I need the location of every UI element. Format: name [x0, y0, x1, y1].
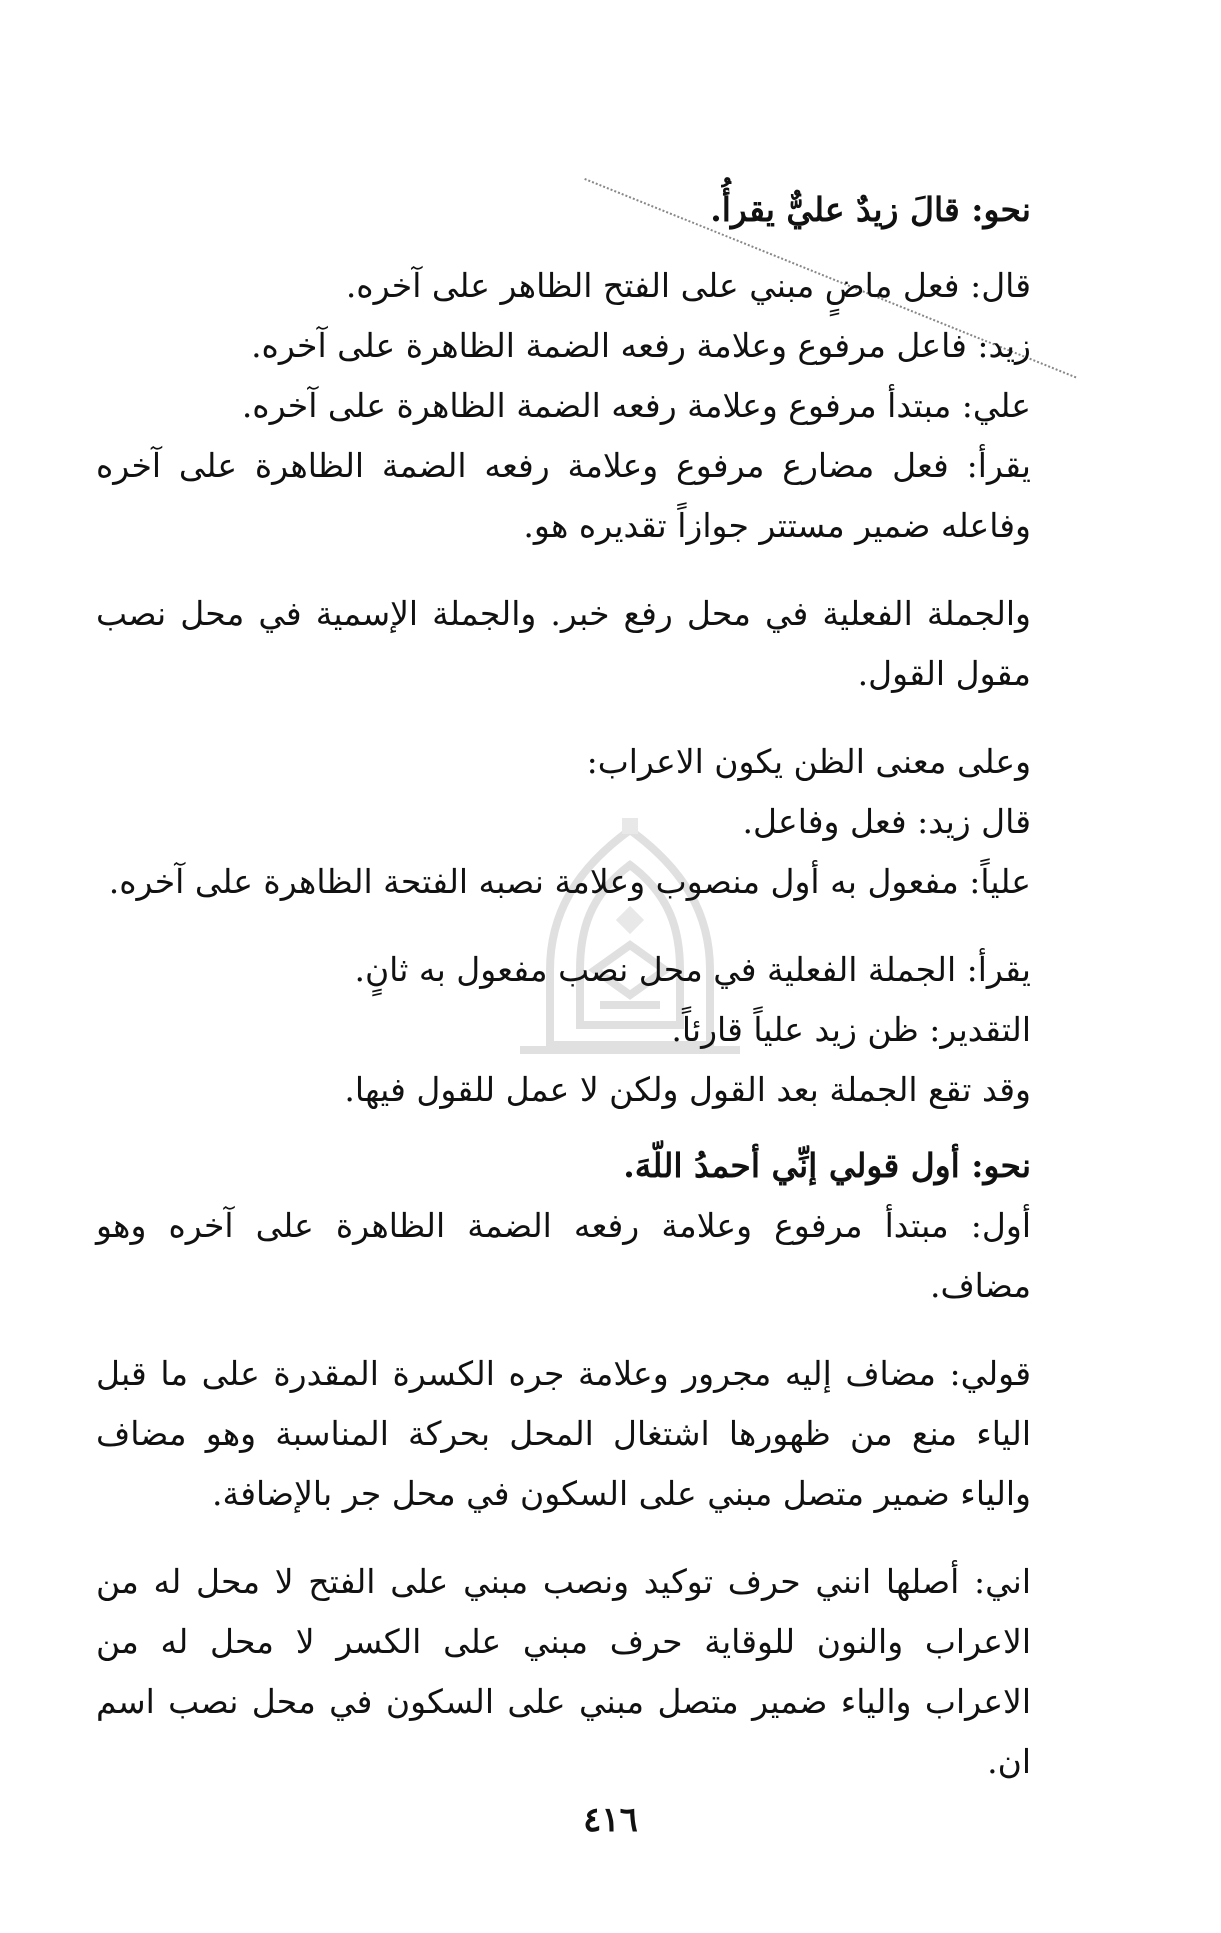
- parse-paragraph: يقرأ: فعل مضارع مرفوع وعلامة رفعه الضمة الظاهرة على آخره وفاعله ضمير مستتر جوازاً تقديره هو.: [96, 446, 1031, 545]
- example-heading: نحو: قالَ زيدٌ عليٌّ يقرأُ.: [710, 190, 1031, 229]
- parse-paragraph: اني: أصلها انني حرف توكيد ونصب مبني على الفتح لا محل له من الاعراب والنون للوقاية حرف مبني على الكسر لا محل له من الاعراب والياء ضمير متصل مبني على السكون في محل نصب اسم ان.: [96, 1562, 1031, 1781]
- parse-line: قال: فعل ماضٍ مبني على الفتح الظاهر على آخره.: [345, 266, 1031, 305]
- section-line: وعلى معنى الظن يكون الاعراب:: [586, 742, 1031, 781]
- parse-line: زيد: فاعل مرفوع وعلامة رفعه الضمة الظاهرة على آخره.: [251, 326, 1031, 365]
- example-heading: نحو: أول قولي إنِّي أحمدُ اللّهَ.: [623, 1146, 1031, 1185]
- parse-paragraph: علياً: مفعول به أول منصوب وعلامة نصبه الفتحة الظاهرة على آخره.: [108, 862, 1031, 901]
- parse-paragraph: قولي: مضاف إليه مجرور وعلامة جره الكسرة المقدرة على ما قبل الياء منع من ظهورها اشتغال المحل بحركة المناسبة وهو مضاف والياء ضمير متصل مبني على السكون في محل جر بالإضافة.: [96, 1354, 1031, 1513]
- page-number: ٤١٦: [583, 1800, 638, 1840]
- parse-line: قال زيد: فعل وفاعل.: [742, 802, 1031, 841]
- parse-paragraph: أول: مبتدأ مرفوع وعلامة رفعه الضمة الظاهرة على آخره وهو مضاف.: [96, 1206, 1031, 1305]
- parse-line: علي: مبتدأ مرفوع وعلامة رفعه الضمة الظاهرة على آخره.: [241, 386, 1031, 425]
- page-body: [96, 180, 1031, 1792]
- parse-line: يقرأ: الجملة الفعلية في محل نصب مفعول به ثانٍ.: [354, 950, 1031, 989]
- section-line: وقد تقع الجملة بعد القول ولكن لا عمل للقول فيها.: [344, 1070, 1031, 1109]
- parse-line: التقدير: ظن زيد علياً قارئاً.: [671, 1010, 1031, 1049]
- note-paragraph: والجملة الفعلية في محل رفع خبر. والجملة الإسمية في محل نصب مقول القول.: [96, 594, 1031, 693]
